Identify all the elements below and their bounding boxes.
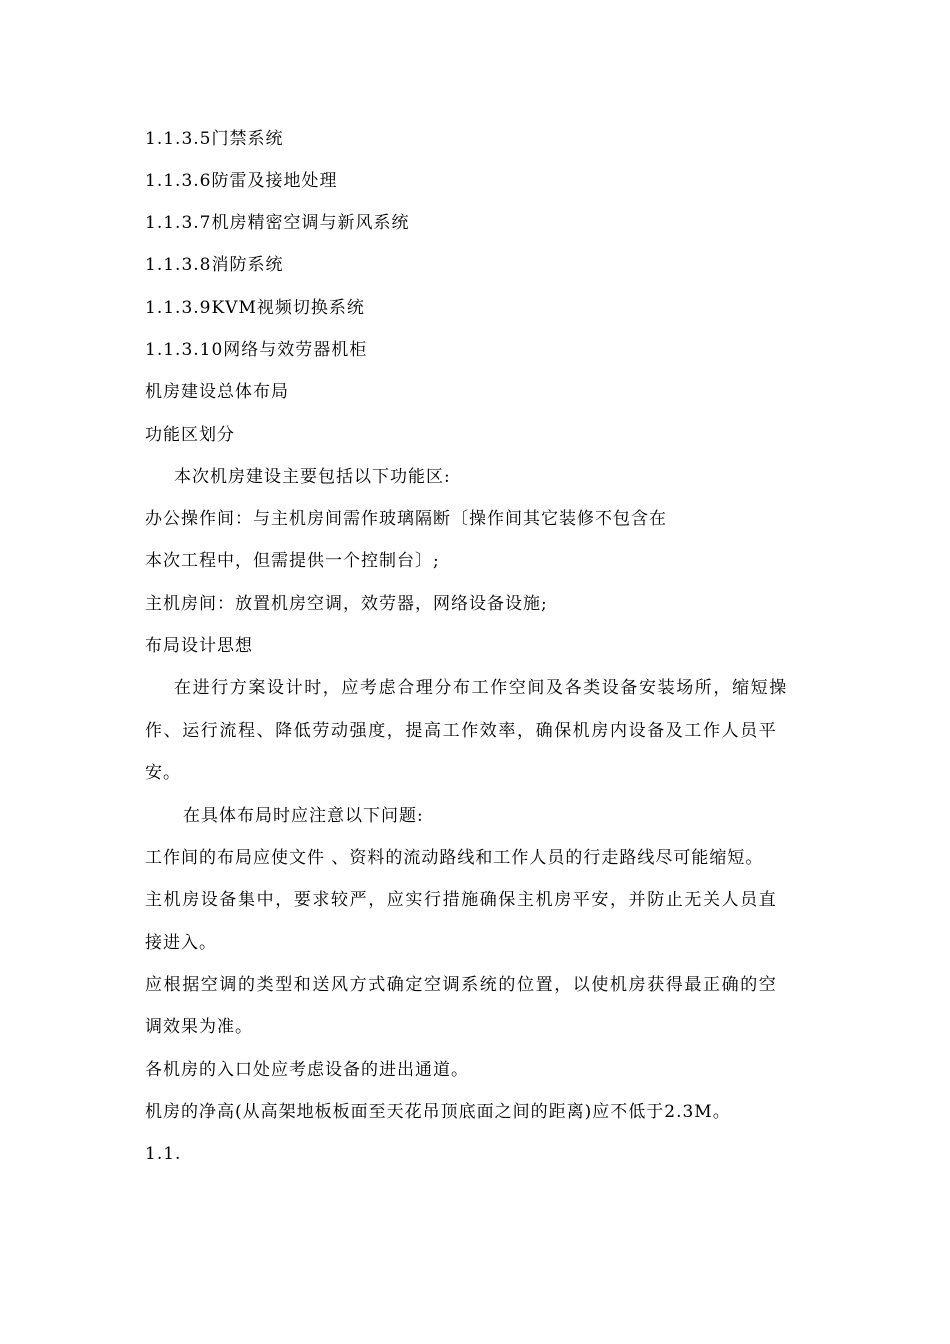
heading-overall-layout: 机房建设总体布局 — [145, 382, 289, 402]
heading-lightning-grounding: 1.1.3.6防雷及接地处理 — [145, 171, 338, 191]
paragraph-notes-intro: 在具体布局时应注意以下问题: — [183, 806, 424, 826]
paragraph-note-main-room-2: 接进入。 — [145, 933, 217, 953]
paragraph-concept-1: 在进行方案设计时，应考虑合理分布工作空间及各类设备安装场所，缩短操 — [174, 678, 788, 698]
heading-fire-protection: 1.1.3.8消防系统 — [145, 255, 284, 275]
paragraph-note-workroom: 工作间的布局应使文件 、资料的流动路线和工作人员的行走路线尽可能缩短。 — [145, 848, 764, 868]
heading-functional-zones: 功能区划分 — [145, 425, 235, 445]
heading-precision-ac: 1.1.3.7机房精密空调与新风系统 — [145, 213, 410, 233]
heading-layout-concept: 布局设计思想 — [145, 636, 253, 656]
heading-network-cabinet: 1.1.3.10网络与效劳器机柜 — [145, 340, 368, 360]
paragraph-office-room-2: 本次工程中，但需提供一个控制台〕; — [145, 551, 440, 571]
heading-kvm: 1.1.3.9KVM视频切换系统 — [145, 298, 365, 318]
paragraph-concept-3: 安。 — [145, 763, 181, 783]
paragraph-office-room-1: 办公操作间：与主机房间需作玻璃隔断〔操作间其它装修不包含在 — [145, 509, 667, 529]
paragraph-main-room: 主机房间：放置机房空调，效劳器，网络设备设施; — [145, 594, 548, 614]
paragraph-note-height: 机房的净高(从高架地板板面至天花吊顶底面之间的距离)应不低于2.3M。 — [145, 1102, 731, 1122]
heading-next-section: 1.1. — [145, 1144, 182, 1164]
paragraph-note-entrance: 各机房的入口处应考虑设备的进出通道。 — [145, 1060, 469, 1080]
paragraph-note-ac-2: 调效果为准。 — [145, 1017, 253, 1037]
paragraph-note-main-room-1: 主机房设备集中，要求较严，应实行措施确保主机房平安，并防止无关人员直 — [145, 890, 778, 910]
paragraph-zones-intro: 本次机房建设主要包括以下功能区: — [174, 467, 451, 487]
heading-access-control: 1.1.3.5门禁系统 — [145, 129, 284, 149]
paragraph-concept-2: 作、运行流程、降低劳动强度，提高工作效率，确保机房内设备及工作人员平 — [145, 721, 778, 741]
paragraph-note-ac-1: 应根据空调的类型和送风方式确定空调系统的位置，以使机房获得最正确的空 — [145, 975, 778, 995]
